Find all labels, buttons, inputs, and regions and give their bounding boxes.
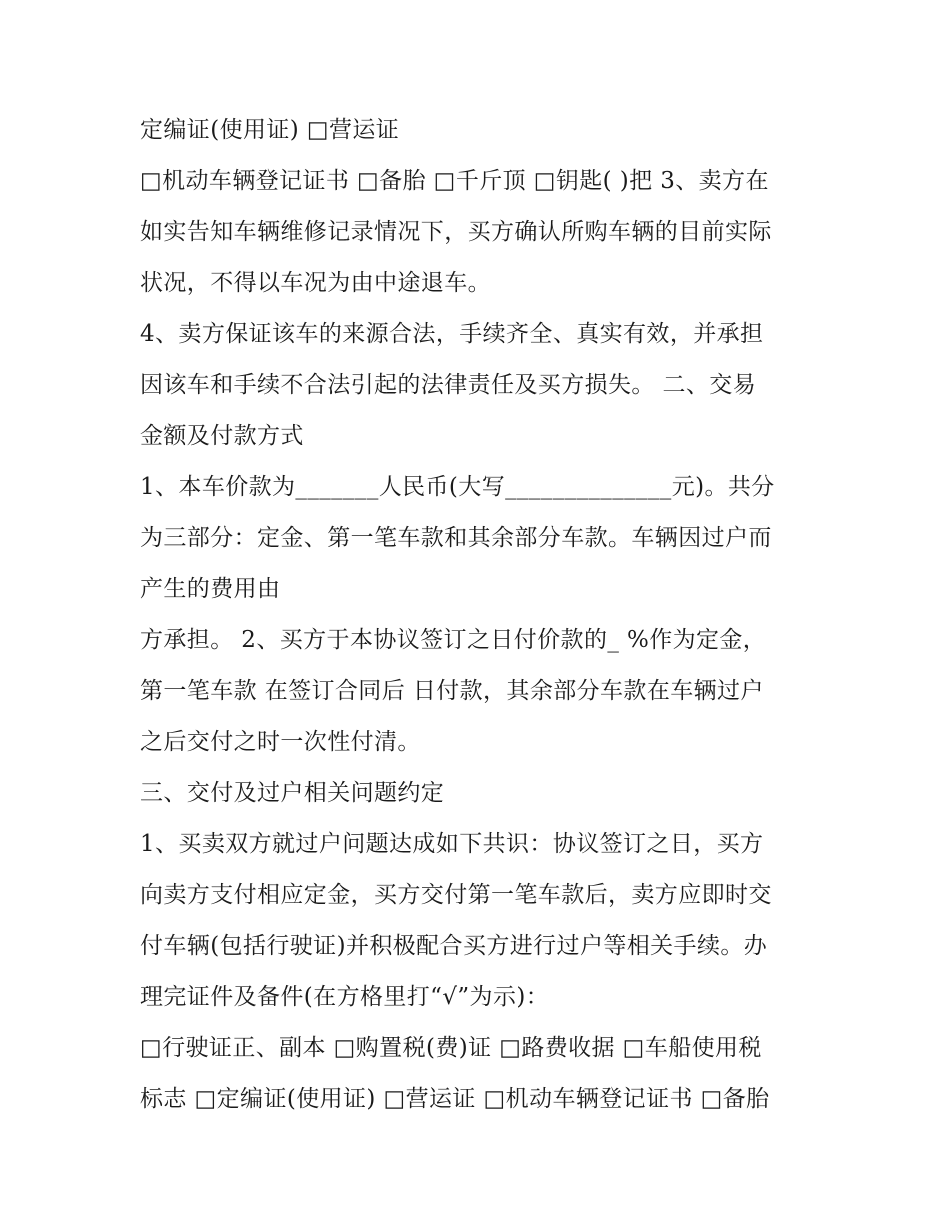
document-body [140,105,820,1125]
text-line: 产生的费用由 [140,576,281,602]
text-line: 1、本车价款为_______人民币(大写______________元)。共分 [140,474,775,500]
text-line: 1、买卖双方就过户问题达成如下共识：协议签订之日，买方 [140,831,764,857]
text-line: □机动车辆登记证书 □备胎 □千斤顶 □钥匙( )把 3、卖方在 [140,168,769,194]
text-line: 因该车和手续不合法引起的法律责任及买方损失。 二、交易 [140,372,757,398]
text-line: 向卖方支付相应定金，买方交付第一笔车款后，卖方应即时交 [140,882,772,908]
text-line: 定编证(使用证) □营运证 [140,117,400,143]
text-line: 状况，不得以车况为由中途退车。 [140,270,491,296]
text-line: 如实告知车辆维修记录情况下，买方确认所购车辆的目前实际 [140,219,772,245]
text-line: 为三部分：定金、第一笔车款和其余部分车款。车辆因过户而 [140,525,772,551]
text-line: 付车辆(包括行驶证)并积极配合买方进行过户等相关手续。办 [140,933,768,959]
text-line: 理完证件及备件(在方格里打“√”为示)： [140,984,550,1010]
text-line: 方承担。 2、买方于本协议签订之日付价款的_ %作为定金， [140,627,767,653]
text-line: 4、卖方保证该车的来源合法，手续齐全、真实有效，并承担 [140,321,764,347]
checkbox-list-line: □行驶证正、副本 □购置税(费)证 □路费收据 □车船使用税 [140,1035,762,1061]
section-heading: 三、交付及过户相关问题约定 [140,780,445,806]
text-line: 之后交付之时一次性付清。 [140,729,421,755]
checkbox-list-line: 标志 □定编证(使用证) □营运证 □机动车辆登记证书 □备胎 [140,1086,770,1112]
text-line: 第一笔车款 在签订合同后 日付款，其余部分车款在车辆过户 [140,678,764,704]
section-heading-line: 金额及付款方式 [140,423,304,449]
